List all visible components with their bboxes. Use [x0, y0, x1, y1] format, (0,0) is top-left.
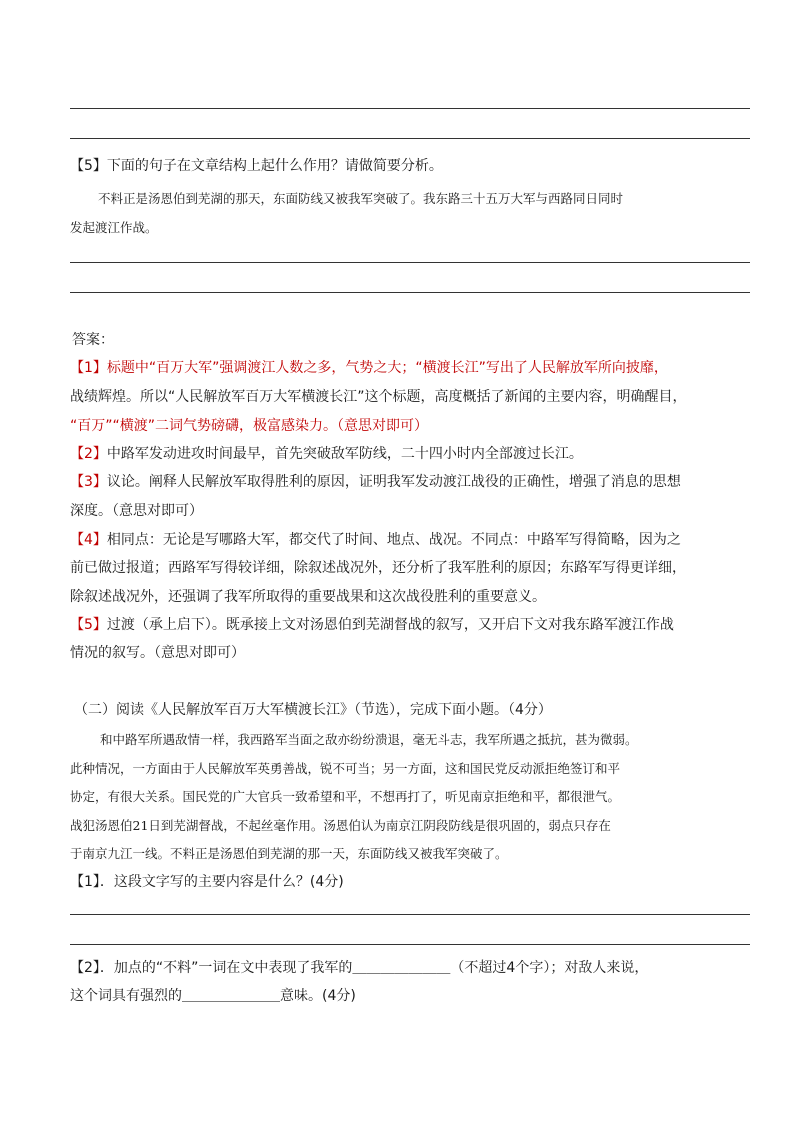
quote-line: 不料正是汤恩伯到芜湖的那天，东面防线又被我军突破了。我东路三十五万大军与西路同日同时: [98, 191, 624, 206]
answer-text: 相同点：无论是写哪路大军，都交代了时间、地点、战况。不同点：中路军写得简略，因为之: [106, 532, 681, 548]
answer-1-line: 战绩辉煌。所以“人民解放军百万大军横渡长江”这个标题，高度概括了新闻的主要内容，明确醒目，: [70, 389, 687, 405]
answer-2-line: [70, 444, 583, 464]
passage-line: 此种情况，一方面由于人民解放军英勇善战，锐不可当；另一方面，这和国民党反动派拒绝签订和平: [70, 761, 621, 776]
answer-number: 【3】: [70, 474, 107, 490]
answer-line: [70, 108, 750, 109]
answers-label: 答案：: [72, 332, 114, 348]
question-number: 【5】: [70, 158, 107, 174]
question-text: 下面的句子在文章结构上起什么作用？请做简要分析。: [106, 158, 443, 174]
answer-line: [70, 914, 750, 915]
question-5: [70, 156, 443, 176]
answer-number: 【4】: [70, 532, 107, 548]
question-2: 【2】．加点的“不料”一词在文中表现了我军的＿＿＿＿＿＿＿（不超过4个字）；对敌人来说，: [70, 960, 649, 976]
answer-4-line: 前已做过报道；西路军写得较详细，除叙述战况外，还分析了我军胜利的原因；东路军写得更详细，: [70, 560, 686, 576]
answer-3-line: 深度。（意思对即可）: [70, 503, 203, 519]
answer-4-line: [70, 530, 681, 550]
answer-number: 【1】: [70, 360, 107, 376]
answer-line: [70, 292, 750, 293]
answer-line: [70, 944, 750, 945]
answer-1-line: [70, 358, 668, 378]
answer-text: 议论。阐释人民解放军取得胜利的原因，证明我军发动渡江战役的正确性，增强了消息的思想: [106, 474, 681, 490]
answer-3-line: [70, 472, 681, 492]
answer-text: 中路军发动进攻时间最早，首先突破敌军防线，二十四小时内全部渡过长江。: [106, 446, 583, 462]
section-header: （二）阅读《人民解放军百万大军横渡长江》（节选），完成下面小题。（4分）: [74, 702, 552, 718]
question-1: 【1】．这段文字写的主要内容是什么？(4分): [70, 874, 344, 890]
quote-line: 发起渡江作战。: [70, 220, 158, 235]
question-2: 这个词具有强烈的＿＿＿＿＿＿＿意味。(4分): [70, 988, 356, 1004]
answer-text: 标题中“百万大军”强调渡江人数之多，气势之大；“横渡长江”写出了人民解放军所向披靡，: [106, 360, 668, 376]
answer-5-line: 情况的叙写。（意思对即可）: [70, 645, 245, 661]
answer-number: 【2】: [70, 446, 107, 462]
passage-line: 和中路军所遇敌情一样，我西路军当面之敌亦纷纷溃退，毫无斗志，我军所遇之抵抗，甚为微弱。: [100, 732, 638, 747]
answer-5-line: [70, 615, 674, 635]
passage-line: 战犯汤恩伯21日到芜湖督战，不起丝毫作用。汤恩伯认为南京江阴段防线是很巩固的，弱点只存在: [70, 818, 611, 833]
answer-number: 【5】: [70, 617, 107, 633]
answer-1-line: “百万”“横渡”二词气势磅礴，极富感染力。（意思对即可）: [70, 418, 429, 434]
answer-line: [70, 262, 750, 263]
answer-text: 过渡（承上启下）。既承接上文对汤恩伯到芜湖督战的叙写，又开启下文对我东路军渡江作战: [106, 617, 674, 633]
passage-line: 于南京九江一线。不料正是汤恩伯到芜湖的那一天，东面防线又被我军突破了。: [70, 846, 508, 861]
answer-4-line: 除叙述战况外，还强调了我军所取得的重要战果和这次战役胜利的重要意义。: [70, 589, 546, 605]
answer-line: [70, 138, 750, 139]
passage-line: 协定，有很大关系。国民党的广大官兵一致希望和平，不想再打了，听见南京拒绝和平，都很泄气。: [70, 789, 621, 804]
